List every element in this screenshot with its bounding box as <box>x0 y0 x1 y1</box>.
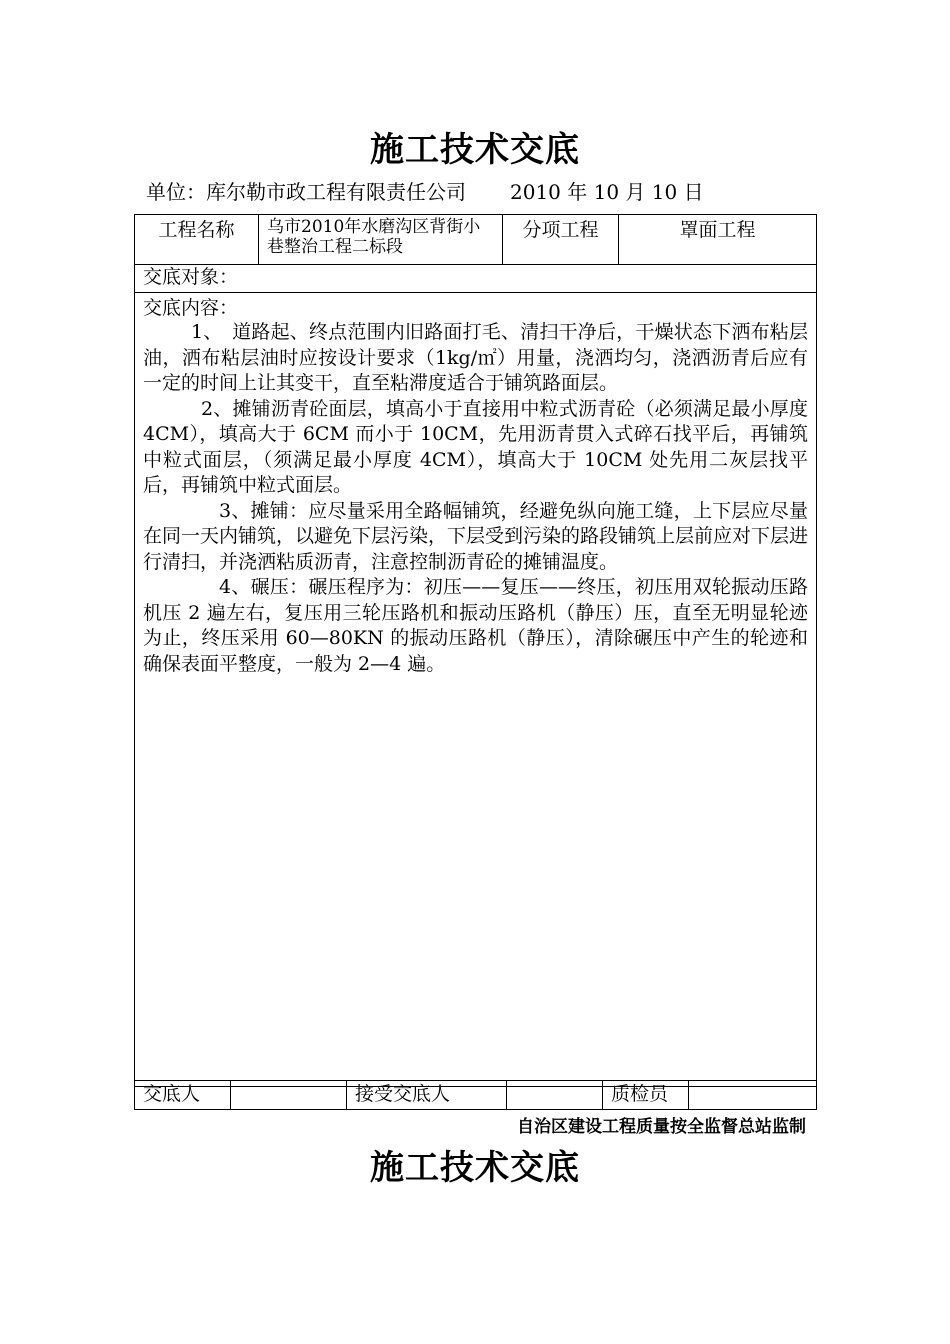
disclosure-form <box>134 214 817 1087</box>
inspector-value <box>689 1081 817 1110</box>
receiver-label: 接受交底人 <box>347 1081 507 1110</box>
next-page-title: 施工技术交底 <box>370 1148 580 1188</box>
unit-line <box>146 176 704 205</box>
target-row <box>135 265 817 293</box>
sub-project-value: 罩面工程 <box>619 215 817 265</box>
discloser-value <box>231 1081 347 1110</box>
content-row <box>135 293 817 1087</box>
disclosure-date: 2010 年 10 月 10 日 <box>510 180 704 204</box>
signature-table <box>134 1080 817 1110</box>
target-cell <box>135 265 817 293</box>
content-paragraph-1: 1、 道路起、终点范围内旧路面打毛、清扫干净后，干燥状态下洒布粘层油，洒布粘层油时应按设计要求（1kg/㎡）用量，浇洒均匀，浇洒沥青后应有一定的时间上让其变干，直至粘滞度适合于铺筑路面层。 <box>143 321 808 394</box>
discloser-label: 交底人 <box>135 1081 231 1110</box>
content-paragraph-4: 4、碾压：碾压程序为：初压——复压——终压，初压用双轮振动压路机压 2 遍左右，复压用三轮压路机和振动压路机（静压）压，直至无明显轮迹为止，终压采用 60—80KN 的振动压路机（静压），清除碾压中产生的轮迹和确保表面平整度，一般为 2—4 遍。 <box>143 576 808 675</box>
page-title: 施工技术交底 <box>370 130 580 170</box>
target-label: 交底对象： <box>143 266 239 288</box>
receiver-value <box>507 1081 603 1110</box>
content-paragraph-2: 2、摊铺沥青砼面层，填高小于直接用中粒式沥青砼（必须满足最小厚度 4CM），填高大于 6CM 而小于 10CM，先用沥青贯入式碎石找平后，再铺筑中粒式面层，（须满足最小厚度 4CM），填高大于 10CM 处先用二灰层找平后，再铺筑中粒式面层。 <box>143 397 808 496</box>
content-cell <box>135 293 817 1087</box>
unit-name: 单位：库尔勒市政工程有限责任公司 <box>146 180 466 204</box>
content-label: 交底内容： <box>143 297 239 319</box>
project-name-label: 工程名称 <box>135 215 259 265</box>
inspector-label: 质检员 <box>603 1081 689 1110</box>
supervisor-footer: 自治区建设工程质量按全监督总站监制 <box>517 1117 806 1137</box>
sub-project-label: 分项工程 <box>503 215 619 265</box>
project-name-value: 乌市2010年水磨沟区背街小巷整治工程二标段 <box>259 215 503 265</box>
content-paragraph-3: 3、摊铺：应尽量采用全路幅铺筑，经避免纵向施工缝，上下层应尽量在同一天内铺筑，以避免下层污染，下层受到污染的路段铺筑上层前应对下层进行清扫，并浇洒粘质沥青，注意控制沥青砼的摊铺温度。 <box>143 499 809 573</box>
project-row <box>135 215 817 265</box>
signature-row <box>135 1081 817 1110</box>
